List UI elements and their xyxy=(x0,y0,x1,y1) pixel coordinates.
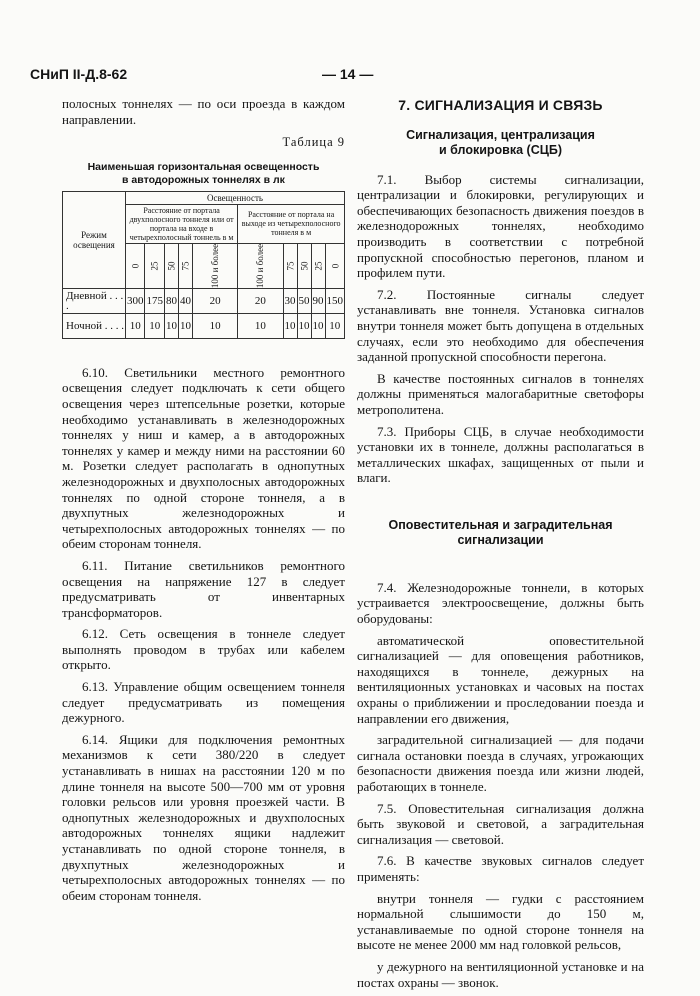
distance-header: 50 xyxy=(164,243,178,288)
clause-6-11: 6.11. Питание светильников ремонтного освещения на напряжение 127 в следует предусматривать от инвентарных трансформаторов. xyxy=(62,557,345,620)
distance-header: 100 и более xyxy=(192,243,237,288)
table-cell: 10 xyxy=(164,313,178,338)
table-cell: 10 xyxy=(178,313,192,338)
distance-header: 25 xyxy=(311,243,325,288)
table-cell: 10 xyxy=(192,313,237,338)
subsection-title-line: Оповестительная и заградительная xyxy=(388,517,613,532)
distance-header: 50 xyxy=(297,243,311,288)
clause-6-12: 6.12. Сеть освещения в тоннеле следует выполнять проводом в трубах или кабелем открыто. xyxy=(62,626,345,673)
clause-6-13: 6.13. Управление общим освещением тоннеля следует предусматривать из помещения дежурного. xyxy=(62,679,345,726)
clause-7-4: 7.4. Железнодорожные тоннели, в которых устраивается электроосвещение, должны быть оборудованы: xyxy=(357,579,644,627)
illumination-table xyxy=(62,191,345,339)
clause-7-6-item-b: у дежурного на вентиляционной установке и на постах охраны — звонок. xyxy=(357,958,644,990)
table-cell: 175 xyxy=(145,288,165,313)
right-column xyxy=(357,96,644,996)
intro-paragraph: полосных тоннелях — по оси проезда в каждом направлении. xyxy=(62,96,345,127)
table-cell: 80 xyxy=(164,288,178,313)
mode-header: Режим освещения xyxy=(63,191,126,288)
distance-exit-header: Расстояние от портала на выходе из четырехполосного тоннеля в м xyxy=(238,204,345,243)
table-cell: 10 xyxy=(125,313,145,338)
clause-7-3: 7.3. Приборы СЦБ, в случае необходимости установки их в тоннеле, должны располагаться в металлических шкафах, защищенных от пыли и влаги. xyxy=(357,423,644,486)
table-cell: 10 xyxy=(283,313,297,338)
subsection-title-line: сигнализации xyxy=(457,532,544,547)
table-cell: 30 xyxy=(283,288,297,313)
spacer xyxy=(357,562,644,580)
distance-header: 75 xyxy=(283,243,297,288)
distance-header: 0 xyxy=(125,243,145,288)
table-cell: 10 xyxy=(325,313,345,338)
distance-header: 0 xyxy=(325,243,345,288)
table-cell: 50 xyxy=(297,288,311,313)
spacer xyxy=(357,492,644,518)
table-cell: 20 xyxy=(238,288,283,313)
left-column xyxy=(62,96,345,909)
table-caption-line: Наименьшая горизонтальная освещенность xyxy=(87,160,320,173)
table-caption xyxy=(62,161,345,187)
distance-entry-header: Расстояние от портала двухполосного тоннеля или от портала на входе в четырехполосный тоннель в м xyxy=(125,204,237,243)
row-mode: Дневной . . . . xyxy=(63,288,126,313)
clause-7-1: 7.1. Выбор системы сигнализации, централизации и блокировки, регулирующих и обеспечивающих безопасность движения поездов в железнодорожных тоннелях, необходимо производить в соответствии с потребной пропускной способностью перегонов, планом и профилем пути. xyxy=(357,171,644,281)
clause-6-10: 6.10. Светильники местного ремонтного освещения следует подключать к сети общего освещения через штепсельные розетки, которые необходимо устанавливать в железнодорожных тоннелях у ниш и камер, а в автодорожных тоннелях у камер и между ними на расстоянии 60 м. Розетки следует располагать в однопутных железнодорожных и двухполосных автодорожных тоннелях по одной стороне тоннеля, а в двухпутных железнодорожных и четырехполосных автодорожных тоннелях — по обеим сторонам тоннеля. xyxy=(62,364,345,552)
illumination-group-header: Освещенность xyxy=(125,191,344,204)
clause-6-14: 6.14. Ящики для подключения ремонтных механизмов к сети 380/220 в следует устанавливать в нишах на расстоянии 120 м по длине тоннеля на высоте 500—700 мм от уровня головки рельсов или уровня проезжей части. В однопутных железнодорожных и двухполосных автодорожных тоннелях ящики надлежит устанавливать по одной стороне тоннеля, в двухпутных железнодорожных и четырехполосных автодорожных тоннелях — по обеим сторонам тоннеля. xyxy=(62,731,345,903)
clause-7-4-item-a: автоматической оповестительной сигнализацией — для оповещения работников, находящихся в тоннеле, дежурных на вентиляционных установках и часовых на постах охраны о приближении и проследовании поезда и направлении его движения, xyxy=(357,632,644,726)
table-cell: 150 xyxy=(325,288,345,313)
table-label: Таблица 9 xyxy=(282,135,345,150)
distance-header: 25 xyxy=(145,243,165,288)
clause-7-6: 7.6. В качестве звуковых сигналов следует применять: xyxy=(357,853,644,884)
table-cell: 90 xyxy=(311,288,325,313)
table-cell: 10 xyxy=(145,313,165,338)
clause-7-5: 7.5. Оповестительная сигнализация должна быть звуковой и световой, а заградительная сигнализация — световой. xyxy=(357,800,644,847)
page-number: — 14 — xyxy=(322,66,374,82)
row-mode: Ночной . . . . xyxy=(63,313,126,338)
section-title: 7. СИГНАЛИЗАЦИЯ И СВЯЗЬ xyxy=(398,97,603,113)
table-cell: 40 xyxy=(178,288,192,313)
table-caption-line: в автодорожных тоннелях в лк xyxy=(122,173,285,186)
clause-7-4-item-b: заградительной сигнализацией — для подачи сигнала остановки поезда в случаях, угрожающих безопасности движения поезда или жизни людей, работающих в тоннеле. xyxy=(357,732,644,794)
clause-7-2-cont: В качестве постоянных сигналов в тоннелях должны применяться малогабаритные светофоры метрополитена. xyxy=(357,370,644,417)
clause-7-2: 7.2. Постоянные сигналы следует устанавливать вне тоннеля. Установка сигналов внутри тоннеля может быть допущена в отдельных случаях, если это необходимо для обеспечения заданной пропускной способности перегона. xyxy=(357,286,644,365)
table-row xyxy=(63,313,345,338)
clause-7-6-item-a: внутри тоннеля — гудки с расстоянием нормальной слышимости до 150 м, устанавливаемые по одной стороне тоннеля на высоте не менее 2000 мм над головкой рельсов, xyxy=(357,890,644,953)
distance-header: 75 xyxy=(178,243,192,288)
subsection-title-line: и блокировка (СЦБ) xyxy=(438,142,563,157)
table-cell: 300 xyxy=(125,288,145,313)
document-code: СНиП II-Д.8-62 xyxy=(30,66,128,82)
table-row xyxy=(63,288,345,313)
subsection-title-scb xyxy=(357,128,644,158)
table-cell: 20 xyxy=(192,288,237,313)
distance-header: 100 и более xyxy=(238,243,283,288)
table-cell: 10 xyxy=(311,313,325,338)
subsection-title-warning xyxy=(357,518,644,548)
table-cell: 10 xyxy=(238,313,283,338)
table-cell: 10 xyxy=(297,313,311,338)
subsection-title-line: Сигнализация, централизация xyxy=(406,127,595,142)
